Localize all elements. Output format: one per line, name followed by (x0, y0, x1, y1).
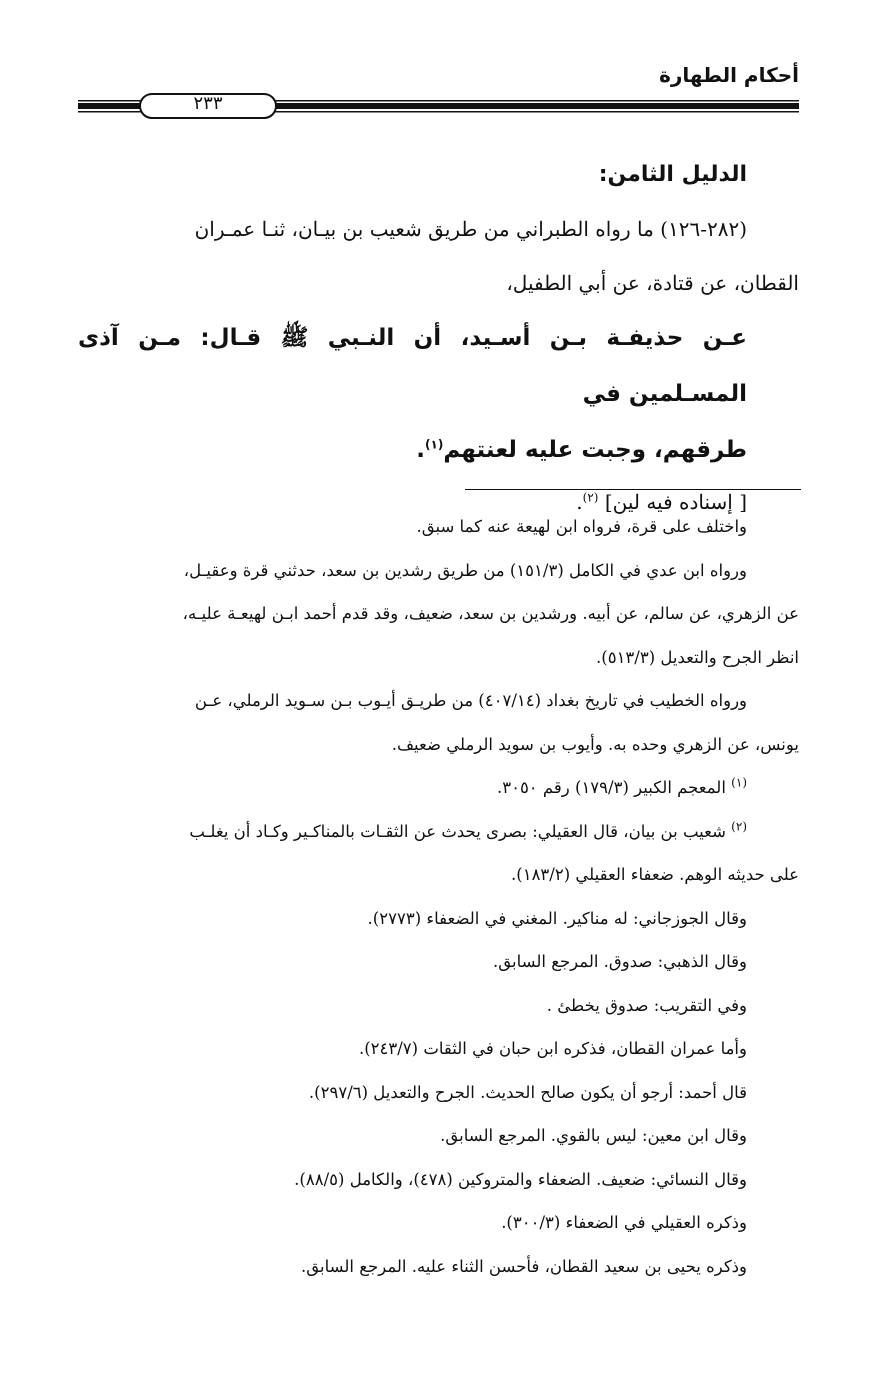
footnote-1 (78, 766, 799, 810)
running-title: أحكام الطهارة (659, 63, 799, 87)
grading: [ إسناده فيه لين] $^{(٢)}$. (576, 490, 747, 514)
footnote-marker: (١) (731, 775, 747, 790)
grading-text: [ إسناده فيه لين] (604, 490, 747, 514)
footnote-line: وفي التقريب: صدوق يخطئ . (546, 995, 747, 1015)
section-heading: الدليل الثامن: (598, 162, 747, 187)
footnote-line: وقال الجوزجاني: له مناكير. المغني في الضعفاء (٢٧٧٣). (367, 908, 747, 928)
footnote-ref[interactable]: (١) (425, 437, 444, 452)
footnote-line: وقال النسائي: ضعيف. الضعفاء والمتروكين (٤٧٨)، والكامل (٨٨/٥). (294, 1169, 747, 1189)
isnad-line: القطان، عن قتادة، عن أبي الطفيل، (506, 271, 799, 295)
hadith-line: عـن حذيفـة بـن أسـيد، أن النـبي ﷺ قـال: مـن آذى المسـلمين في (78, 325, 747, 407)
footnote-line: وقال ابن معين: ليس بالقوي. المرجع السابق. (440, 1126, 747, 1145)
footnote-line: وذكره العقيلي في الضعفاء (٣٠٠/٣). (501, 1213, 747, 1232)
footnote-text: المعجم الكبير (١٧٩/٣) رقم ٣٠٥٠. (496, 778, 726, 797)
footnotes (78, 505, 799, 1288)
footnote-marker: (٢) (731, 819, 747, 833)
footnote-ref[interactable]: (٢) (582, 490, 599, 505)
footnote-line: عن الزهري، عن سالم، عن أبيه. ورشدين بن سعد، ضعيف، وقد قدم أحمد ابـن لهيعـة عليـه، (182, 604, 799, 623)
hadith-line: طرقهم، وجبت عليه لعنتهم (443, 437, 747, 463)
footnote-line: على حديثه الوهم. ضعفاء العقيلي (١٨٣/٢). (511, 865, 799, 884)
hadith-text: عـن حذيفـة بـن أسـيد، أن النـبي ﷺ قـال: مـن آذى المسـلمين في طرقهم، وجبت عليه لعنتهم$^{(١)}$. (78, 310, 799, 478)
page-number: ٢٣٣ (193, 93, 223, 114)
footnote-2 (78, 810, 799, 854)
footnote-line: قال أحمد: أرجو أن يكون صالح الحديث. الجرح والتعديل (٢٩٧/٦). (308, 1082, 747, 1102)
footnote-text: شعيب بن بيان، قال العقيلي: بصرى يحدث عن الثقـات بالمناكـير وكـاد أن يغلـب (189, 821, 726, 841)
footnote-separator (465, 489, 801, 490)
isnad (78, 202, 799, 310)
footnote-line: انظر الجرح والتعديل (٥١٣/٣). (596, 647, 799, 667)
footnote-line: يونس، عن الزهري وحده به. وأيوب بن سويد الرملي ضعيف. (391, 734, 799, 754)
page-header (78, 62, 799, 122)
footnote-line: وأما عمران القطان، فذكره ابن حبان في الثقات (٢٤٣/٧). (358, 1039, 747, 1058)
isnad-line: (٢٨٢-١٢٦) ما رواه الطبراني من طريق شعيب بن بيـان، ثنـا عمـران (194, 217, 747, 241)
footnote-line: وذكره يحيى بن سعيد القطان، فأحسن الثناء عليه. المرجع السابق. (301, 1256, 747, 1276)
footnote-line: واختلف على قرة، فرواه ابن لهيعة عنه كما سبق. (416, 517, 747, 536)
footnote-line: وقال الذهبي: صدوق. المرجع السابق. (493, 952, 747, 971)
footnote-line: ورواه ابن عدي في الكامل (١٥١/٣) من طريق رشدين بن سعد، حدثني قرة وعقيـل، (183, 560, 747, 580)
footnote-line: ورواه الخطيب في تاريخ بغداد (٤٠٧/١٤) من طريـق أيـوب بـن سـويد الرملي، عـن (194, 691, 747, 710)
main-text (78, 148, 799, 526)
